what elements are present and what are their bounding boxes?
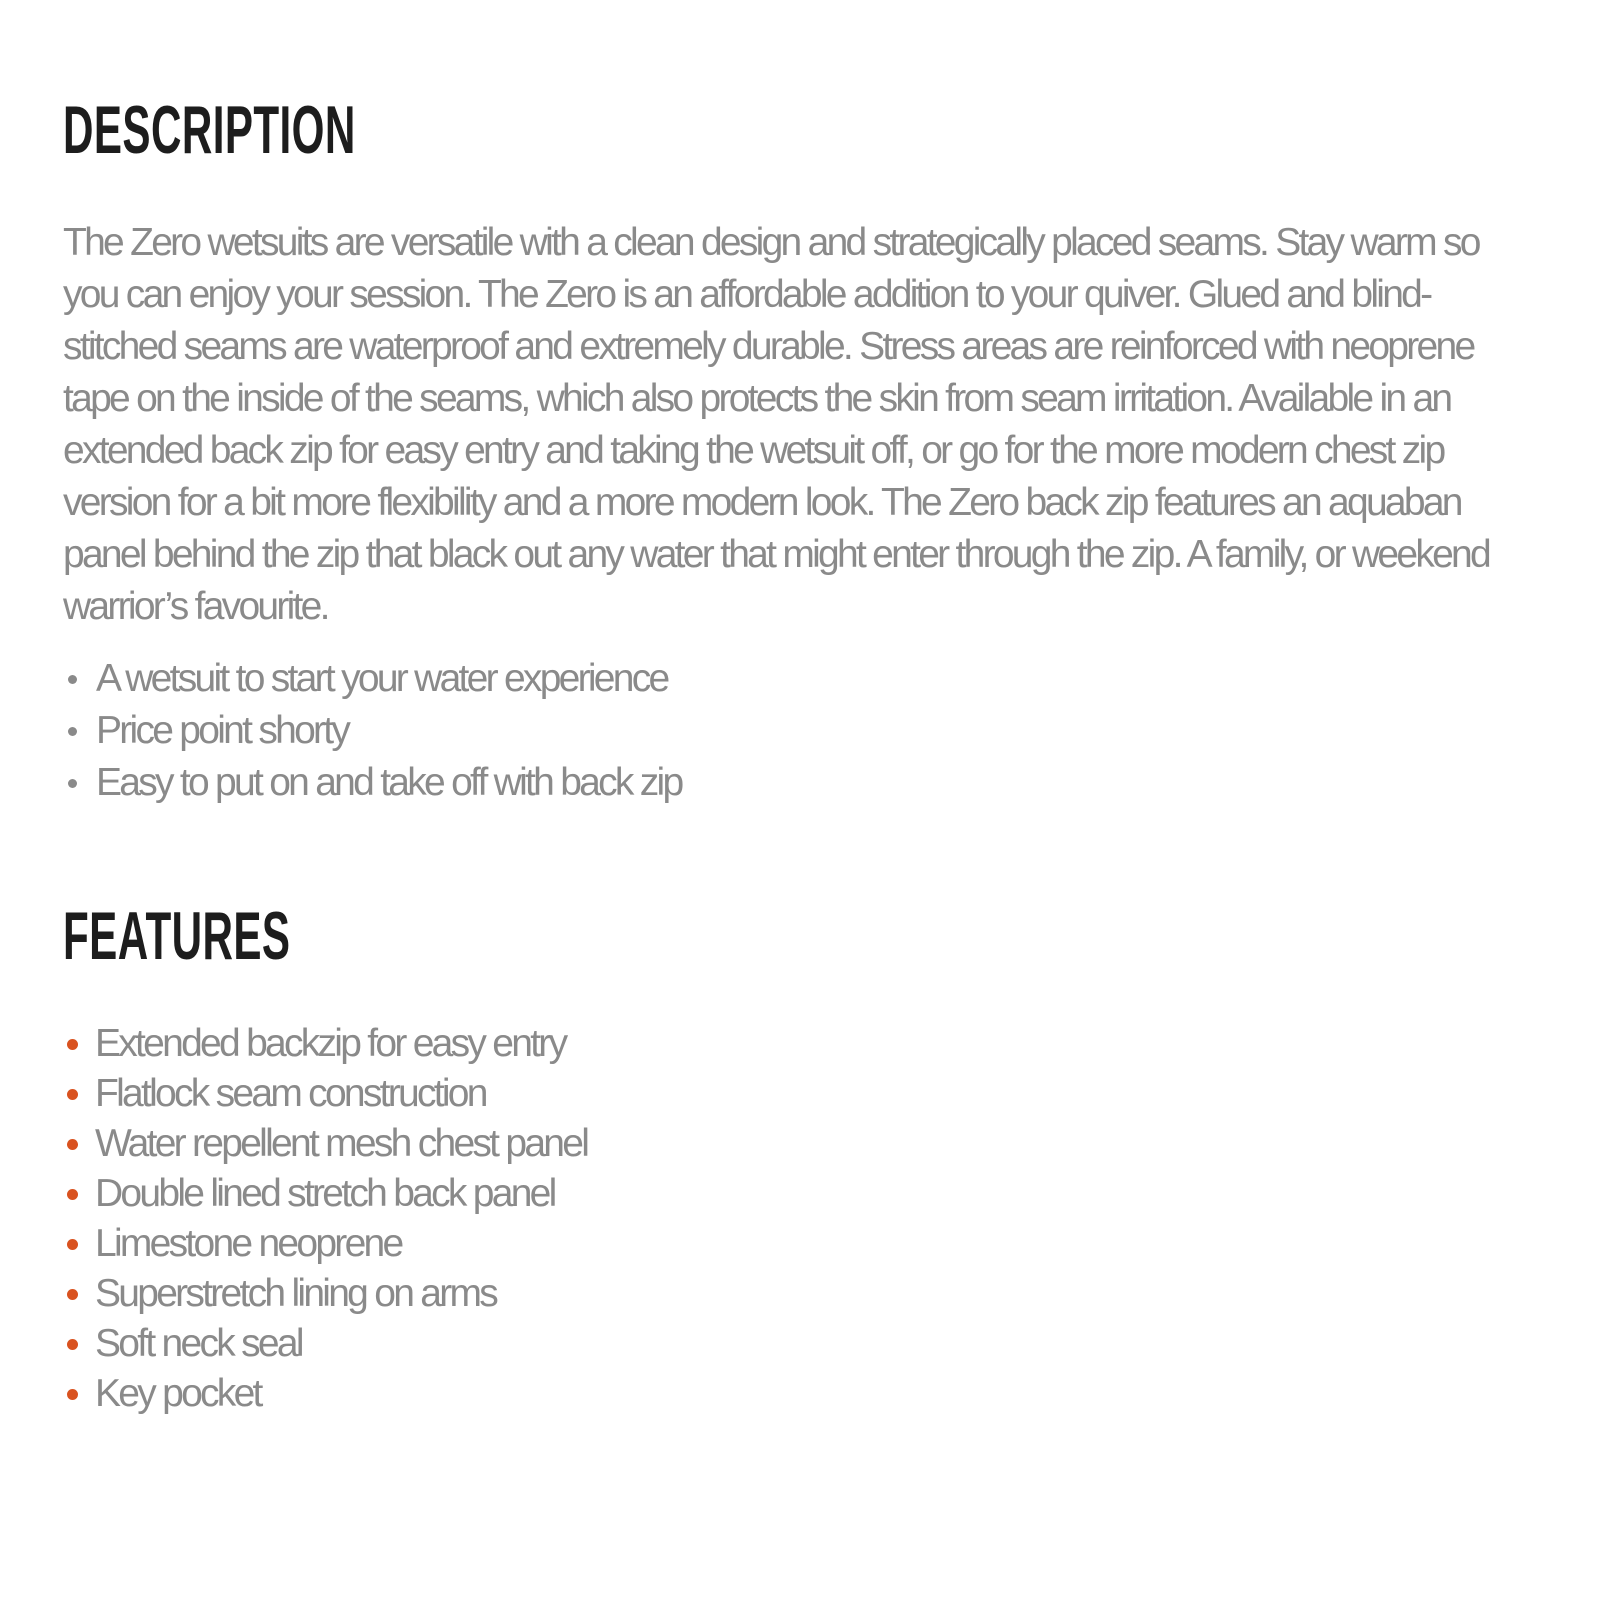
list-item-text: A wetsuit to start your water experience <box>96 657 668 700</box>
list-item-text: Limestone neoprene <box>95 1222 402 1265</box>
list-item <box>63 1069 1540 1119</box>
list-item <box>63 1169 1540 1219</box>
list-item <box>63 1019 1540 1069</box>
bullet-dot-icon <box>67 1339 78 1350</box>
bullet-dot-icon <box>68 727 77 736</box>
list-item-text: Water repellent mesh chest panel <box>95 1122 588 1165</box>
features-section <box>63 898 1540 1419</box>
bullet-dot-icon <box>68 675 77 684</box>
list-item <box>63 1269 1540 1319</box>
list-item-text: Double lined stretch back panel <box>95 1172 555 1215</box>
bullet-dot-icon <box>67 1289 78 1300</box>
list-item-text: Price point shorty <box>96 709 349 752</box>
bullet-dot-icon <box>67 1039 78 1050</box>
bullet-dot-icon <box>67 1189 78 1200</box>
features-bullet-list <box>63 1019 1540 1419</box>
list-item-text: Soft neck seal <box>95 1322 302 1365</box>
list-item-text: Easy to put on and take off with back zip <box>96 761 682 804</box>
description-bullet-list <box>63 653 1540 809</box>
list-item-text: Superstretch lining on arms <box>95 1272 497 1315</box>
bullet-dot-icon <box>67 1139 78 1150</box>
list-item <box>63 1319 1540 1369</box>
list-item <box>63 757 1540 809</box>
description-paragraph: The Zero wetsuits are versatile with a clean design and strategically placed seams. Stay warm so you can enjoy your session. The Zero is an affordable addition to your quiver. Glued and blind-stitched seams are waterproof and extremely durable. Stress areas are reinforced with neoprene tape on the inside of the seams, which also protects the skin from seam irritation. Available in an extended back zip for easy entry and taking the wetsuit off, or go for the more modern chest zip version for a bit more flexibility and a more modern look. The Zero back zip features an aquaban panel behind the zip that black out any water that might enter through the zip. A family, or weekend warrior’s favourite. <box>63 221 1489 628</box>
list-item <box>63 653 1540 705</box>
list-item-text: Extended backzip for easy entry <box>95 1022 566 1065</box>
bullet-dot-icon <box>67 1089 78 1100</box>
bullet-dot-icon <box>68 779 77 788</box>
list-item <box>63 1119 1540 1169</box>
bullet-dot-icon <box>67 1389 78 1400</box>
description-heading: DESCRIPTION <box>63 92 356 168</box>
list-item <box>63 705 1540 757</box>
list-item-text: Key pocket <box>95 1372 261 1415</box>
features-heading: FEATURES <box>63 898 291 974</box>
list-item <box>63 1219 1540 1269</box>
list-item-text: Flatlock seam construction <box>95 1072 486 1115</box>
description-section <box>63 92 1540 809</box>
list-item <box>63 1369 1540 1419</box>
bullet-dot-icon <box>67 1239 78 1250</box>
